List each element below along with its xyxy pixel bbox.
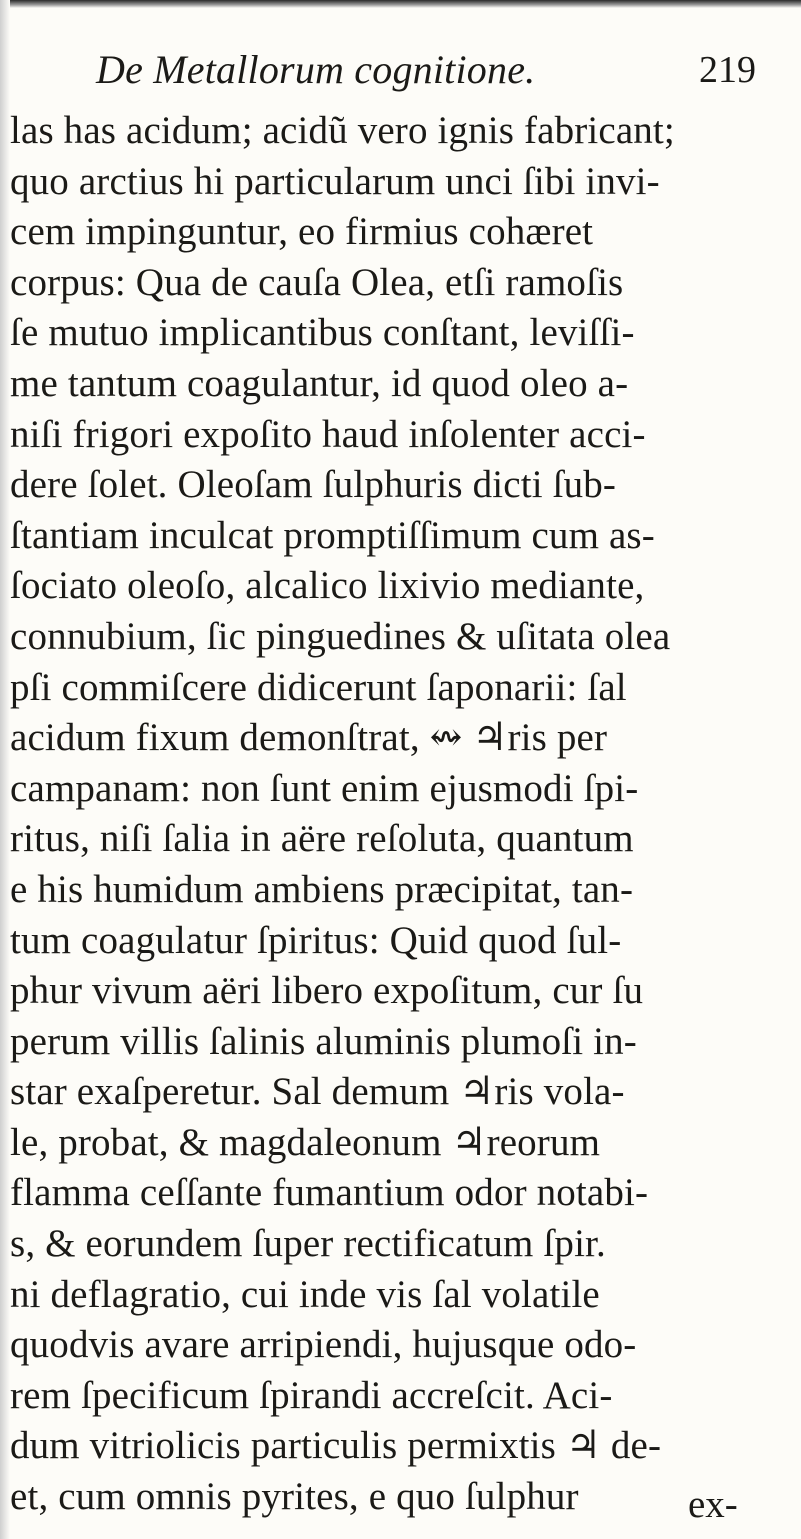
text-line: ſtantiam inculcat promptiſſimum cum as- (10, 513, 655, 557)
running-title: De Metallorum cognitione. (96, 47, 536, 92)
text-line: quodvis avare arripiendi, hujusque odo- (10, 1323, 637, 1367)
catchword: ex- (688, 1483, 738, 1526)
text-line: quo arctius hi particularum unci ſibi invi- (10, 159, 660, 203)
text-line: pſi commiſcere didicerunt ſaponarii: ſal (10, 665, 627, 709)
page-number: 219 (699, 49, 756, 91)
text-line: corpus: Qua de cauſa Olea, etſi ramoſis (10, 260, 624, 304)
text-line: le, probat, & magdaleonum ♃reorum (10, 1120, 601, 1164)
text-line: perum villis ſalinis aluminis plumoſi in- (10, 1019, 637, 1063)
text-line: ni deflagratio, cui inde vis ſal volatile (10, 1272, 600, 1316)
text-line: dum vitriolicis particulis permixtis ♃ de- (10, 1424, 662, 1468)
text-line: ritus, niſi ſalia in aëre reſoluta, quantum (10, 817, 634, 861)
text-line: las has acidum; acidũ vero ignis fabricant; (10, 109, 675, 152)
text-line: et, cum omnis pyrites, e quo ſulphur (10, 1475, 579, 1519)
body-text (0, 106, 801, 1523)
page-top-border (0, 0, 801, 8)
text-line: ſociato oleoſo, alcalico lixivio mediante, (10, 564, 645, 608)
text-line: me tantum coagulantur, id quod oleo a- (10, 361, 629, 405)
text-line: e his humidum ambiens præcipitat, tan- (10, 867, 634, 911)
text-line: ſe mutuo implicantibus conſtant, leviſſi- (10, 311, 635, 355)
text-line: campanam: non ſunt enim ejusmodi ſpi- (10, 766, 639, 810)
text-line: star exaſperetur. Sal demum ♃ris vola- (10, 1070, 625, 1114)
text-line: rem ſpecificum ſpirandi accreſcit. Aci- (10, 1373, 613, 1417)
running-head (96, 42, 756, 98)
text-line: dere ſolet. Oleoſam ſulphuris dicti ſub- (10, 463, 617, 507)
text-line: s, & eorundem ſuper rectificatum ſpir. (10, 1222, 606, 1266)
text-line: connubium, ſic pinguedines & uſitata olea (10, 614, 671, 658)
text-line: phur vivum aëri libero expoſitum, cur ſu (10, 969, 644, 1013)
text-line: acidum fixum demonſtrat, ↭ ♃ris per (10, 716, 608, 760)
text-line: niſi frigori expoſito haud inſolenter acci- (10, 412, 646, 456)
text-line: tum coagulatur ſpiritus: Quid quod ſul- (10, 918, 622, 962)
text-line: cem impinguntur, eo firmius cohæret (10, 210, 594, 254)
text-line: flamma ceſſante fumantium odor notabi- (10, 1171, 649, 1215)
